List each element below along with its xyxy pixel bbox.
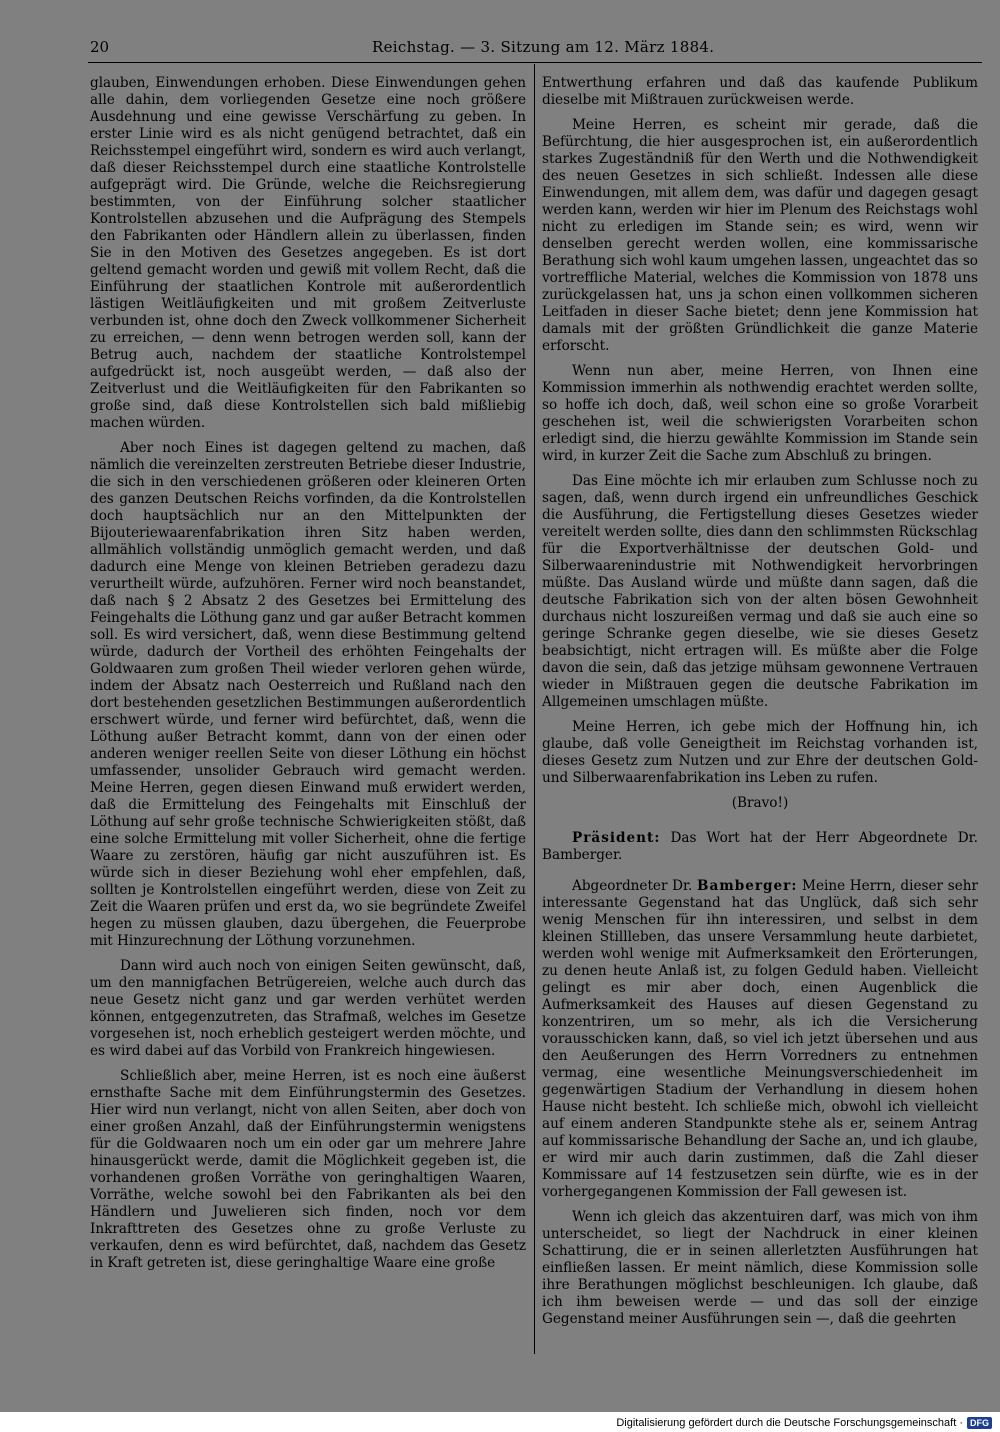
applause-note: (Bravo!): [731, 795, 789, 811]
paragraph: [542, 878, 978, 1201]
dfg-logo: DFG: [967, 1417, 992, 1429]
paragraph: Wenn nun aber, meine Herren, von Ihnen eine Kommission immerhin als nothwendig erachtet werden sollte, so hoffe ich doch, daß, weil schon eine so große Vorarbeit geschehen ist, weil die schwierigsten Vorarbeiten schon erledigt sind, die hierzu gewählte Kommission im Stande sein wird, in kurzer Zeit die Sache zum Abschluß zu bringen.: [542, 363, 978, 464]
paragraph: Entwerthung erfahren und daß das kaufende Publikum dieselbe mit Mißtrauen zurückweisen werde.: [542, 75, 978, 108]
header-rule: [88, 62, 982, 63]
paragraph: Meine Herren, ich gebe mich der Hoffnung hin, ich glaube, daß volle Geneigtheit im Reichstag vorhanden ist, dieses Gesetz zum Nutzen und zur Ehre der deutschen Gold- und Silberwaarenfabrikation ins Leben zu rufen.: [542, 719, 978, 786]
paragraph: Meine Herren, es scheint mir gerade, daß die Befürchtung, die hier ausgesprochen ist, ein außerordentlich starkes Zugeständniß für den Werth und die Nothwendigkeit des neuen Gesetzes in sich schließt. Indessen alle diese Einwendungen, mit allem dem, was dafür und dagegen gesagt werden kann, werden wir hier im Plenum des Reichstags wohl nicht zu erledigen im Stande sein; es wird, wenn wir denselben gerecht werden wollen, eine kommissarische Berathung sich wohl kaum umgehen lassen, ungeachtet das so vortreffliche Material, welches die Kommission von 1878 uns zurückgelassen hat, uns ja schon einen vollkommen sicheren Leitfaden in dieser Sache bietet; denn jene Kommission hat damals mit der größten Gründlichkeit die ganze Materie erforscht.: [542, 117, 978, 354]
speaker-label: Bamberger:: [697, 878, 798, 894]
column-divider: [534, 64, 535, 1354]
paragraph: Aber noch Eines ist dagegen geltend zu machen, daß nämlich die vereinzelten zerstreuten Betriebe dieser Industrie, die sich in den verschiedenen größeren oder kleineren Orten des ganzen Deutschen Reichs vorfinden, da die Kontrolstellen doch hauptsächlich nur an den Mittelpunkten der Bijouteriewaarenfabrikation ihren Sitz haben werden, allmählich vollständig unmöglich gemacht werden, und daß dadurch eine Menge von kleinen Betrieben geradezu dazu verurtheilt würde, aufzuhören. Ferner wird noch beanstandet, daß nach § 2 Absatz 2 des Gesetzes bei Ermittelung des Feingehalts die Löthung ganz und gar außer Betracht kommen soll. Es wird versichert, daß, wenn diese Bestimmung geltend würde, dadurch der Vortheil des erhöhten Feingehalts der Goldwaaren zum großen Theil wieder verloren gehen würde, indem der Absatz nach Oesterreich und Rußland nach den dort bestehenden gesetzlichen Bestimmungen außerordentlich erschwert würde, und ferner wird befürchtet, daß, wenn die Löthung außer Betracht kommt, dann von der einen oder anderen weniger reellen Seite von dieser Löthung ein höchst umfassender, unsolider Gebrauch wird gemacht werden. Meine Herren, gegen diesen Einwand muß erwidert werden, daß die Ermittelung des Feingehalts mit Einschluß der Löthung auf sehr große technische Schwierigkeiten stößt, daß eine solche Ermittelung mit voller Sicherheit, ohne die fertige Waare zu zerstören, häufig gar nicht auszuführen ist. Es würde sich in dieser Beziehung wohl eher empfehlen, daß, sollten je Kontrolstellen eingeführt werden, diese von Zeit zu Zeit die Waaren prüfen und erst da, wo sie begründete Zweifel hegen zu müssen glauben, dazu übergehen, die Feuerprobe mit Hinzurechnung der Löthung vorzunehmen.: [90, 440, 526, 949]
digitization-footer: [616, 1414, 992, 1432]
paragraph: glauben, Einwendungen erhoben. Diese Einwendungen gehen alle dahin, dem vorliegenden Gesetze eine noch größere Ausdehnung und eine gewisse Verschärfung zu geben. In erster Linie wird es als nicht genügend betrachtet, daß ein Reichsstempel eingeführt wird, sondern es wird auch verlangt, daß dieser Reichsstempel durch eine staatliche Kontrolstelle aufgeprägt wird. Die Gründe, welche die Reichsregierung bestimmten, von der Einführung solcher staatlicher Kontrolstellen abzusehen und die Aufprägung des Stempels den Fabrikanten oder Händlern allein zu überlassen, finden Sie in den Motiven des Gesetzes angegeben. Es ist dort geltend gemacht worden und gewiß mit vollem Recht, daß die Einführung der staatlichen Kontrole mit außerordentlich lästigen Weitläufigkeiten und mit großem Zeitverluste verbunden ist, ohne doch den Zweck vollkommener Sicherheit zu erreichen, — denn wenn betrogen werden soll, kann der Betrug auch, nachdem der staatliche Kontrolstempel aufgedrückt ist, noch ausgeübt werden, — daß also der Zeitverlust und die Weitläufigkeiten für den Fabrikanten so große sind, daß diese Kontrolstellen sich bald mißliebig machen würden.: [90, 75, 526, 431]
footer-text: Digitalisierung gefördert durch die Deutsche Forschungsgemeinschaft ·: [616, 1417, 963, 1429]
remark-text: Das Wort hat der Herr Abgeordnete Dr. Bamberger.: [542, 830, 978, 863]
president-remark: [542, 830, 978, 864]
page-number: 20: [90, 38, 110, 56]
right-column: [542, 75, 978, 1328]
paragraph: Das Eine möchte ich mir erlauben zum Schlusse noch zu sagen, daß, wenn durch irgend ein unfreundliches Geschick die Ausführung, die Fertigstellung dieses Gesetzes wieder vereitelt werden sollte, dies dann den schlimmsten Rückschlag für die Exportverhältnisse der deutschen Gold- und Silberwaarenindustrie mit Nothwendigkeit hervorbringen müßte. Das Ausland würde und müßte dann sagen, daß die deutsche Fabrikation sich von der alten bösen Gewohnheit durchaus nicht loszureißen vermag und daß sie auch eine so geringe Schranke gegen dieselbe, wie sie dieses Gesetz beabsichtigt, nicht ertragen will. Es müßte aber die Folge davon die sein, daß das jetzige mühsam gewonnene Vertrauen wieder in Mißtrauen gegen die deutsche Fabrikation im Allgemeinen umschlagen müßte.: [542, 473, 978, 710]
paragraph: Dann wird auch noch von einigen Seiten gewünscht, daß, um den mannigfachen Betrügereien, welche auch durch das neue Gesetz nicht ganz und gar werden verhütet werden können, entgegenzutreten, das Strafmaß, welches im Gesetze vorgesehen ist, noch erheblich gesteigert werden möchte, und es wird dabei auf das Vorbild von Frankreich hingewiesen.: [90, 958, 526, 1059]
left-column: [90, 75, 526, 1272]
paragraph: Wenn ich gleich das akzentuiren darf, was mich von ihm unterscheidet, so liegt der Nachdruck in einer kleinen Schattirung, die er in seinen allerletzten Ausführungen hat einfließen lassen. Er meint nämlich, diese Kommission solle ihre Berathungen möglichst beschleunigen. Ich glaube, daß ich ihm beweisen werde — und das soll der einzige Gegenstand meiner Ausführungen sein —, daß die geehrten: [542, 1209, 978, 1327]
paragraph: Schließlich aber, meine Herren, ist es noch eine äußerst ernsthafte Sache mit dem Einführungstermin des Gesetzes. Hier wird nun verlangt, nicht von allen Seiten, aber doch von einer großen Anzahl, daß der Einführungstermin wenigstens für die Goldwaaren noch um ein oder gar um mehrere Jahre hinausgerückt werde, damit die Möglichkeit gegeben ist, die vorhandenen großen Vorräthe von geringhaltigen Waaren, Vorräthe, welche sowohl bei den Fabrikanten als bei den Händlern und Juwelieren sich finden, noch vor dem Inkrafttreten des Gesetzes ohne zu große Verluste zu verkaufen, denn es wird befürchtet, daß, nachdem das Gesetz in Kraft getreten ist, diese geringhaltige Waare eine große: [90, 1068, 526, 1271]
speaker-intro: Abgeordneter Dr.: [572, 878, 698, 894]
running-title: Reichstag. — 3. Sitzung am 12. März 1884.: [372, 38, 715, 56]
speaker-label: Präsident:: [572, 830, 661, 846]
paragraph-text: Meine Herrn, dieser sehr interessante Gegenstand hat das Unglück, daß sich sehr wenig Menschen für ihn interessiren, und selbst in dem kleinen Stillleben, das unsere Versammlung heute darbietet, werden wohl wenige mit Aufmerksamkeit den Erörterungen, zu denen heute Anlaß ist, zu folgen Geduld haben. Vielleicht gelingt es mir aber doch, einen Augenblick die Aufmerksamkeit des Hauses auf diesen Gegenstand zu konzentriren, um so mehr, als ich die Versicherung vorausschicken kann, daß, so viel ich jetzt übersehen und aus den Aeußerungen des Herrn Vorredners zu entnehmen vermag, eine wesentliche Meinungsverschiedenheit im gegenwärtigen Stadium der Verhandlung in diesem hohen Hause nicht besteht. Ich schließe mich, obwohl ich vielleicht auf einem anderen Standpunkte stehe als er, seinem Antrag auf kommissarische Behandlung der Sache an, und ich glaube, er wird mir auch darin zustimmen, daß die Zahl dieser Kommissare auf 14 festzusetzen sein dürfte, wie es in der vorhergegangenen Kommission der Fall gewesen ist.: [542, 878, 978, 1200]
